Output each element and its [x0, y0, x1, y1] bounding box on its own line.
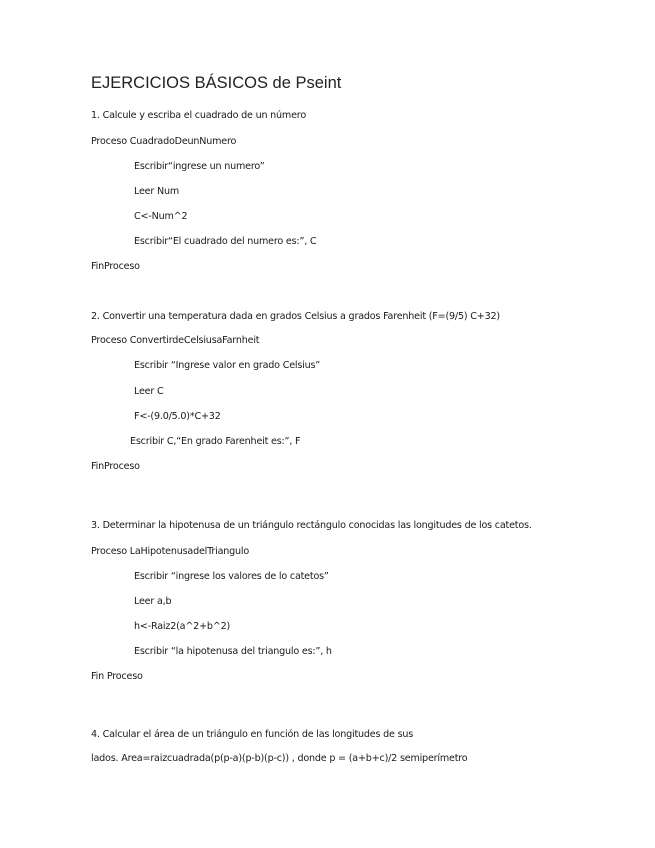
exercise-2-code-line: Escribir C,“En grado Farenheit es:”, F: [130, 436, 301, 447]
exercise-1-code-line: C<-Num^2: [134, 211, 188, 222]
exercise-2-process-start: Proceso ConvertirdeCelsiusaFarnheit: [91, 335, 260, 346]
exercise-3-code-line: Leer a,b: [134, 596, 172, 607]
exercise-2-code-line: Leer C: [134, 386, 164, 397]
exercise-2-process-end: FinProceso: [91, 461, 140, 472]
exercise-3-process-start: Proceso LaHipotenusadelTriangulo: [91, 546, 250, 557]
exercise-3-code-line: Escribir “ingrese los valores de lo catetos”: [134, 571, 329, 582]
exercise-2-code-line: F<-(9.0/5.0)*C+32: [134, 411, 221, 422]
exercise-3-heading: 3. Determinar la hipotenusa de un triángulo rectángulo conocidas las longitudes de los catetos.: [91, 520, 532, 531]
exercise-4-heading: 4. Calcular el área de un triángulo en función de las longitudes de sus: [91, 729, 414, 740]
document-title: EJERCICIOS BÁSICOS de Pseint: [91, 74, 342, 92]
exercise-1-code-line: Escribir“El cuadrado del numero es:”, C: [134, 236, 317, 247]
exercise-2-code-line: Escribir “Ingrese valor en grado Celsius”: [134, 360, 321, 371]
exercise-3-code-line: Escribir “la hipotenusa del triangulo es:”, h: [134, 646, 332, 657]
exercise-2-heading: 2. Convertir una temperatura dada en grados Celsius a grados Farenheit (F=(9/5) C+32): [91, 311, 500, 322]
exercise-1-process-start: Proceso CuadradoDeunNumero: [91, 136, 237, 147]
exercise-3-process-end: Fin Proceso: [91, 671, 143, 682]
exercise-4-heading-continued: lados. Area=raizcuadrada(p(p-a)(p-b)(p-c)) , donde p = (a+b+c)/2 semiperímetro: [91, 753, 468, 764]
exercise-1-process-end: FinProceso: [91, 261, 140, 272]
exercise-1-heading: 1. Calcule y escriba el cuadrado de un número: [91, 110, 306, 121]
exercise-1-code-line: Leer Num: [134, 186, 179, 197]
exercise-3-code-line: h<-Raiz2(a^2+b^2): [134, 621, 231, 632]
exercise-1-code-line: Escribir“ingrese un numero”: [134, 161, 265, 172]
